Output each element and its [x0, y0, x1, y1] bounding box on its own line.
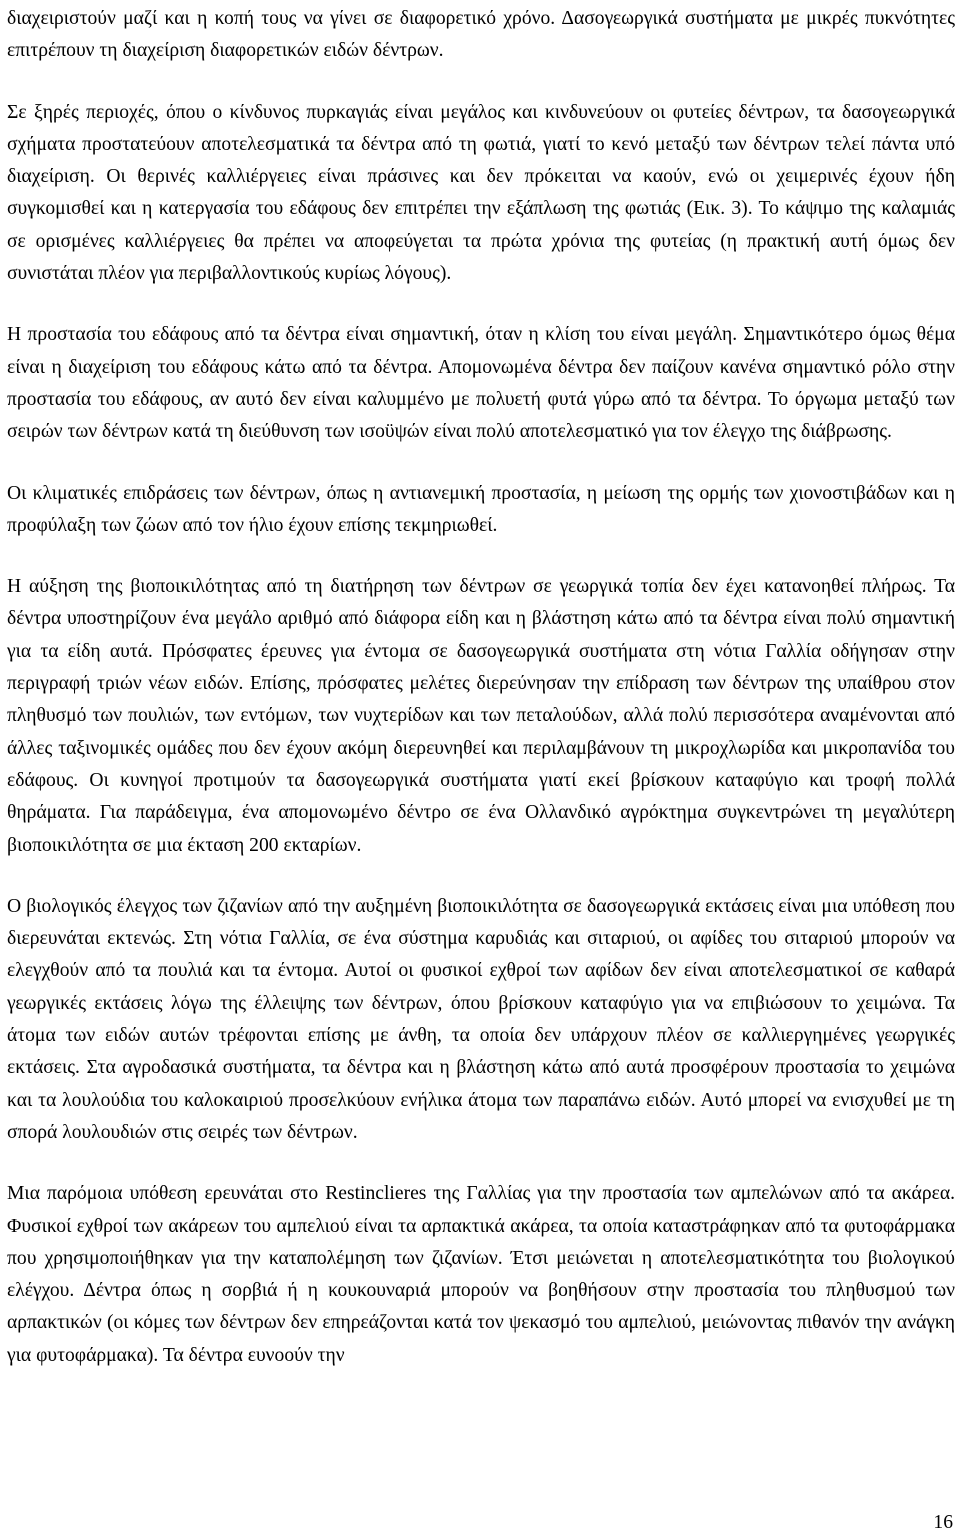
paragraph-fire-protection: Σε ξηρές περιοχές, όπου ο κίνδυνος πυρκαγιάς είναι μεγάλος και κινδυνεύουν οι φυτείες δέντρων, τα δασογεωργικά σχήματα προστατεύουν αποτελεσματικά τα δέντρα από τη φωτιά, γιατί το κενό μεταξύ των δέντρων τελεί πάντα υπό διαχείριση. Οι θερινές καλλιέργειες είναι πράσινες και δεν πρόκειται να καούν, ενώ οι χειμερινές έχουν ήδη συγκομισθεί και η κατεργασία του εδάφους δεν επιτρέπει την εξάπλωση της φωτιάς (Εικ. 3). Το κάψιμο της καλαμιάς σε ορισμένες καλλιέργειες θα πρέπει να αποφεύγεται τα πρώτα χρόνια της φυτείας (η πρακτική αυτή όμως δεν συνιστάται πλέον για περιβαλλοντικούς κυρίως λόγους). [7, 101, 955, 285]
page-number: 16 [933, 1512, 953, 1533]
paragraph-climatic-effects: Οι κλιματικές επιδράσεις των δέντρων, όπως η αντιανεμική προστασία, η μείωση της ορμής των χιονοστιβάδων και η προφύλαξη των ζώων από τον ήλιο έχουν επίσης τεκμηριωθεί. [7, 482, 955, 536]
paragraph-species-management: διαχειριστούν μαζί και η κοπή τους να γίνει σε διαφορετικό χρόνο. Δασογεωργικά συστήματα με μικρές πυκνότητες επιτρέπουν τη διαχείριση διαφορετικών ειδών δέντρων. [7, 8, 955, 62]
paragraph-vineyard-mites: Μια παρόμοια υπόθεση ερευνάται στο Restinclieres της Γαλλίας για την προστασία των αμπελώνων από τα ακάρεα. Φυσικοί εχθροί των ακάρεων του αμπελιού είναι τα αρπακτικά ακάρεα, τα οποία καταστράφηκαν από τα φυτοφάρμακα που χρησιμοποιήθηκαν για την καταπολέμηση των ζιζανίων. Έτσι μειώνεται η αποτελεσματικότητα του βιολογικού ελέγχου. Δέντρα όπως η σορβιά ή η κουκουναριά μπορούν να βοηθήσουν στην προστασία του πληθυσμού των αρπακτικών (οι κόμες των δέντρων δεν επηρεάζονται κατά τον ψεκασμό του αμπελιού, μειώνοντας πιθανόν την ανάγκη για φυτοφάρμακα). Τα δέντρα ευνοούν την [7, 1183, 955, 1366]
paragraph-soil-protection: Η προστασία του εδάφους από τα δέντρα είναι σημαντική, όταν η κλίση του είναι μεγάλη. Σημαντικότερο όμως θέμα είναι η διαχείριση του εδάφους κάτω από τα δέντρα. Απομονωμένα δέντρα δεν παίζουν κανένα σημαντικό ρόλο στην προστασία του εδάφους, αν αυτό δεν είναι καλυμμένο με πολυετή φυτά γύρω από τα δέντρα. Το όργωμα μεταξύ των σειρών των δέντρων κατά τη διεύθυνση των ισοϋψών είναι πολύ αποτελεσματικό για τον έλεγχο της διάβρωσης. [7, 324, 955, 443]
paragraph-biological-control: Ο βιολογικός έλεγχος των ζιζανίων από την αυξημένη βιοποικιλότητα σε δασογεωργικά εκτάσεις είναι μια υπόθεση που διερευνάται εκτενώς. Στη νότια Γαλλία, σε ένα σύστημα καρυδιάς και σιταριού, οι αφίδες του σιταριού μπορούν να ελεγχθούν από τα πουλιά και τα έντομα. Αυτοί οι φυσικοί εχθροί των αφίδων δεν είναι αποτελεσματικοί σε καθαρά γεωργικές εκτάσεις λόγω της έλλειψης των δέντρων, όπου βρίσκουν καταφύγιο για να επιβιώσουν το χειμώνα. Τα άτομα των ειδών αυτών τρέφονται επίσης με άνθη, τα οποία δεν υπάρχουν πλέον σε καλλιεργημένες γεωργικές εκτάσεις. Στα αγροδασικά συστήματα, τα δέντρα και η βλάστηση κάτω από αυτά προσφέρουν προστασία το χειμώνα και τα λουλούδια του καλοκαιριού προσελκύουν ενήλικα άτομα των παραπάνω ειδών. Αυτό μπορεί να ενισχυθεί με τη σπορά λουλουδιών στις σειρές των δέντρων. [7, 895, 955, 1143]
document-page [7, 0, 955, 1372]
paragraph-biodiversity: Η αύξηση της βιοποικιλότητας από τη διατήρηση των δέντρων σε γεωργικά τοπία δεν έχει κατανοηθεί πλήρως. Τα δέντρα υποστηρίζουν ένα μεγάλο αριθμό από διάφορα είδη και η βλάστηση κάτω από τα δέντρα είναι πολύ σημαντική για τα είδη αυτά. Πρόσφατες έρευνες για έντομα σε δασογεωργικά συστήματα στη νότια Γαλλία οδήγησαν στην περιγραφή τριών νέων ειδών. Επίσης, πρόσφατες μελέτες διερεύνησαν την επίδραση των δέντρων της υπαίθρου στον πληθυσμό των πουλιών, των εντόμων, των νυχτερίδων και των πεταλούδων, αλλά πολύ περισσότερα αναμένονται από άλλες ταξινομικές ομάδες που δεν έχουν ακόμη διερευνηθεί και περιλαμβάνουν τη μικροχλωρίδα και μικροπανίδα του εδάφους. Οι κυνηγοί προτιμούν τα δασογεωργικά συστήματα γιατί εκεί βρίσκουν καταφύγιο και τροφή πολλά θηράματα. Για παράδειγμα, ένα απομονωμένο δέντρο σε ένα Ολλανδικό αγρόκτημα συγκεντρώνει τη μεγαλύτερη βιοποικιλότητα σε μια έκταση 200 εκταρίων. [7, 576, 955, 856]
